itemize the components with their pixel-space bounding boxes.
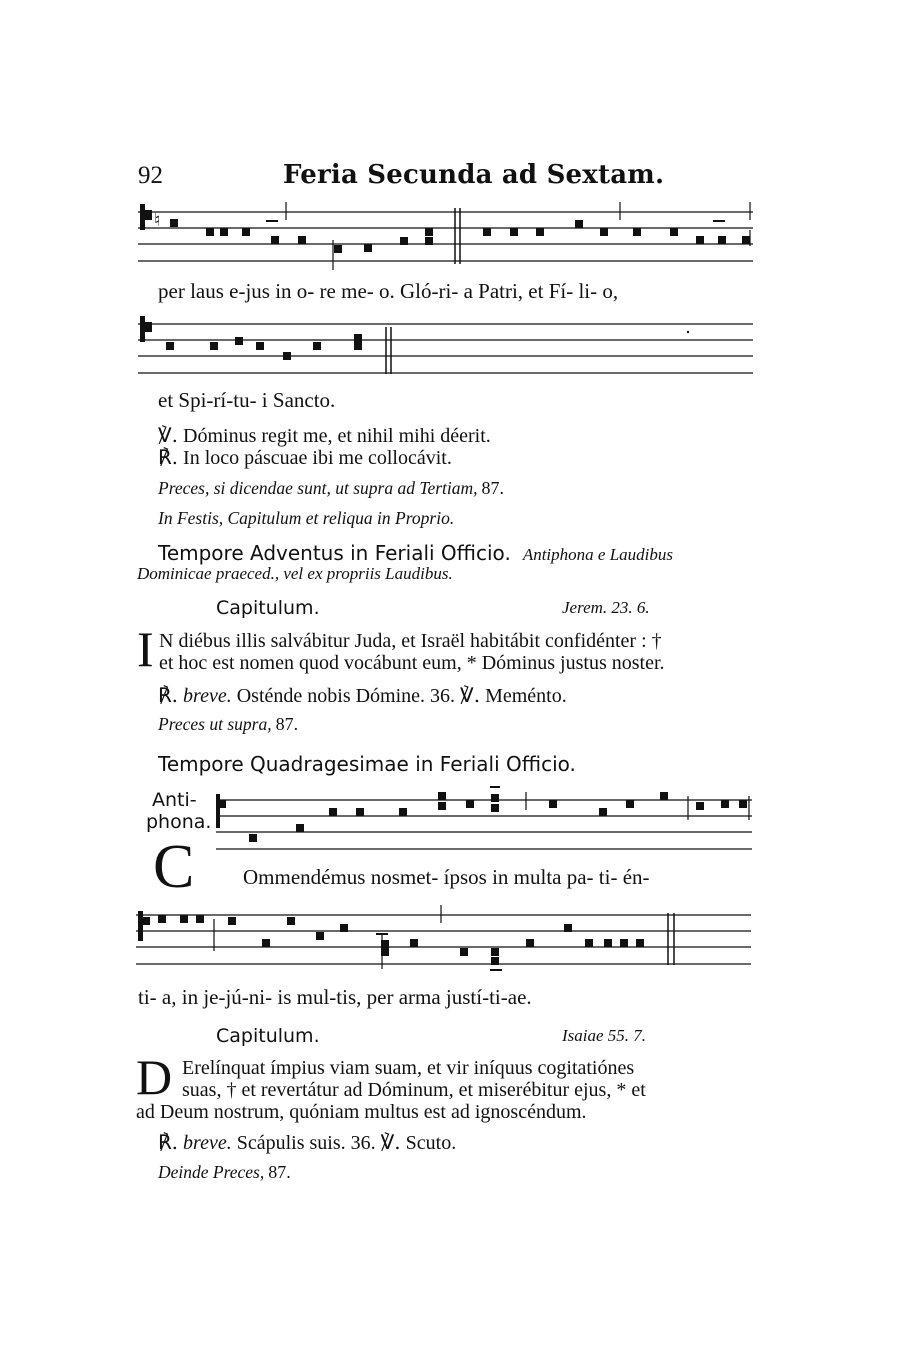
response-line — [158, 445, 452, 470]
advent-dropcap: I — [137, 621, 154, 677]
advent-preces-text: Preces ut supra, — [158, 714, 272, 734]
lent-heading: Tempore Quadragesimae in Feriali Officio. — [158, 752, 576, 776]
response-symbol: ℟. — [158, 683, 179, 707]
lent-capitulum-line2: suas, † et revertátur ad Dóminum, et miserébitur ejus, * et — [182, 1079, 646, 1101]
lent-deinde — [158, 1162, 291, 1183]
responsory-label: breve. — [183, 1132, 232, 1154]
lent-capitulum-line1: Erelínquat ímpius viam suam, et vir iníquus cogitatiónes — [182, 1057, 635, 1079]
versicle-symbol: ℣. — [380, 1130, 401, 1154]
advent-responsory — [158, 683, 567, 708]
lent-capitulum-line3: ad Deum nostrum, quóniam multus est ad ignoscéndum. — [136, 1101, 587, 1123]
preces-rubric — [158, 478, 504, 499]
deinde-text: Deinde Preces, — [158, 1162, 265, 1182]
advent-heading-line — [158, 541, 673, 565]
chant-staff-1 — [138, 200, 753, 272]
advent-capitulum-line2: et hoc est nomen quod vocábunt eum, * Dóminus justus noster. — [159, 652, 665, 674]
advent-capitulum-line1: N diébus illis salvábitur Juda, et Israël habitábit confidénter : † — [159, 630, 662, 652]
advent-capitulum-heading: Capitulum. — [216, 597, 320, 619]
antiphon-lyrics-1: Ommendémus nosmet- ípsos in multa pa- ti- én- — [243, 865, 650, 889]
advent-capitulum-ref: Jerem. 23. 6. — [562, 598, 650, 617]
chant-lyrics-1: per laus e-jus in o- re me- o. Gló-ri- a Patri, et Fí- li- o, — [158, 279, 619, 303]
versicle-symbol: ℣. — [460, 683, 481, 707]
festis-rubric: In Festis, Capitulum et reliqua in Proprio. — [158, 508, 455, 528]
responsory-text: Scápulis suis. 36. — [236, 1132, 376, 1154]
advent-antiphon-note: Antiphona e Laudibus — [522, 545, 673, 564]
svg-text:♮: ♮ — [154, 210, 161, 231]
lent-responsory — [158, 1130, 456, 1155]
responsory-versicle: Meménto. — [485, 685, 567, 707]
responsory-label: breve. — [183, 685, 232, 707]
chant-lyrics-2: et Spi-rí-tu- i Sancto. — [158, 388, 336, 412]
lent-capitulum-ref: Isaiae 55. 7. — [562, 1026, 647, 1045]
preces-rubric-text: Preces, si dicendae sunt, ut supra ad Tertiam, — [158, 478, 478, 498]
preces-page-ref: 87. — [481, 478, 505, 498]
responsory-text: Osténde nobis Dómine. 36. — [236, 685, 456, 707]
advent-preces — [158, 714, 298, 735]
page-number: 92 — [138, 162, 163, 189]
lent-dropcap: D — [136, 1049, 173, 1105]
advent-preces-page: 87. — [275, 714, 299, 734]
antiphona-label-1: Anti- — [152, 789, 197, 811]
running-title: Feria Secunda ad Sextam. — [283, 160, 665, 190]
versicle-text: Dóminus regit me, et nihil mihi déerit. — [183, 425, 491, 447]
chant-staff-4 — [136, 905, 751, 980]
advent-heading: Tempore Adventus in Feriali Officio. — [158, 541, 511, 565]
antiphona-label-2: phona. — [146, 811, 212, 833]
response-symbol: ℟. — [158, 1130, 179, 1154]
responsory-versicle: Scuto. — [405, 1132, 457, 1154]
response-text: In loco páscuae ibi me collocávit. — [183, 447, 452, 469]
chant-staff-3 — [216, 796, 752, 860]
versicle-symbol: ℣. — [158, 423, 179, 447]
deinde-page: 87. — [268, 1162, 291, 1182]
response-symbol: ℟. — [158, 445, 179, 469]
advent-antiphon-note-2: Dominicae praeced., vel ex propriis Laudibus. — [137, 564, 453, 583]
antiphon-bigcap: C — [153, 833, 195, 901]
chant-staff-2 — [138, 312, 753, 374]
antiphon-lyrics-2: ti- a, in je-jú-ni- is mul-tis, per arma justí-ti-ae. — [138, 985, 532, 1009]
lent-capitulum-heading: Capitulum. — [216, 1025, 320, 1047]
